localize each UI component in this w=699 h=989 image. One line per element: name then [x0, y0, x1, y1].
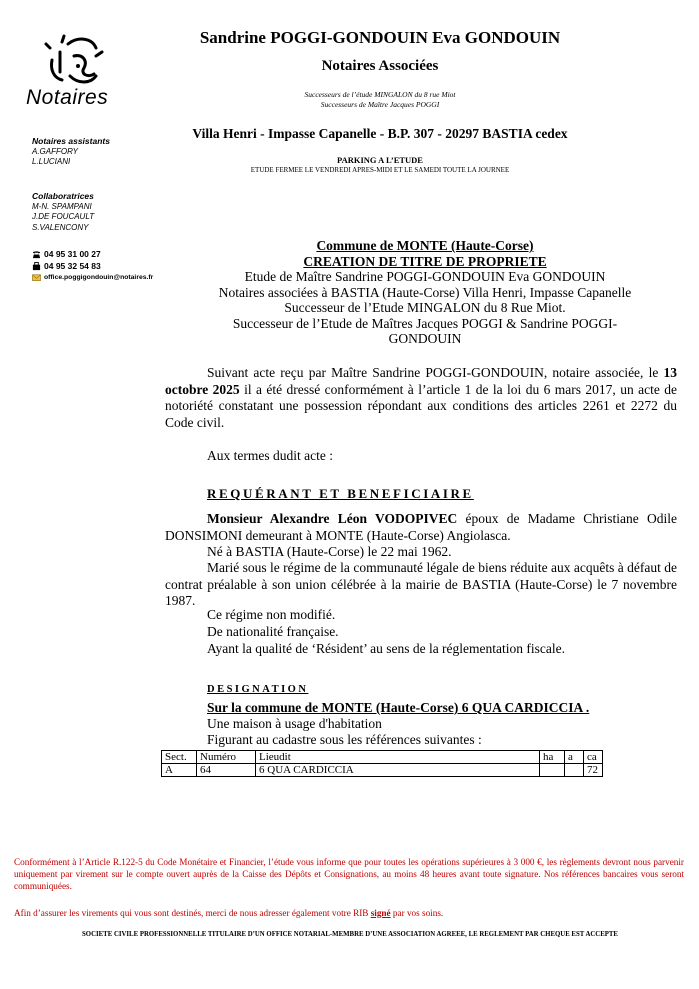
collaborator-name: J.DE FOUCAULT	[32, 212, 95, 221]
successors-line-2: Successeurs de Maître Jacques POGGI	[320, 100, 440, 109]
logo-text: Notaires	[26, 86, 109, 109]
assistant-name: L.LUCIANI	[32, 157, 71, 166]
society-footer: SOCIETE CIVILE PROFESSIONNELLE TITULAIRE D’UN OFFICE NOTARIAL-MEMBRE D’UNE ASSOCIATION AGREEE, LE REGLEMENT PAR CHEQUE EST ACCEPTE	[82, 931, 618, 938]
table-row	[162, 764, 603, 777]
collaborator-name: S.VALENCONY	[32, 222, 89, 232]
birth-line: Né à BASTIA (Haute-Corse) le 22 mai 1962.	[207, 544, 452, 559]
resident-line: Ayant la qualité de ‘Résident’ au sens de la réglementation fiscale.	[207, 641, 566, 656]
etude-line: Successeur de l’Etude MINGALON du 8 Rue Miot.	[284, 300, 566, 315]
table-cell: 72	[584, 764, 603, 777]
title-block	[165, 238, 685, 347]
intro-text: il a été dressé conformément à l’article 1 de la loi du 6 mars 2017, un acte de notoriété constatant une possession répondant aux conditions des articles 2261 et 2272 du Code civil.	[165, 381, 677, 430]
payment-notice: Conformément à l’Article R.122-5 du Code Monétaire et Financier, l’étude vous informe que pour toutes les opérations supérieures à 3 000 €, les règlements devront nous parvenir uniquement par virement sur le compte ouvert auprès de la Caisse des Dépôts et Consignations, au moins 48 heures avant toute signature. Nos références bancaires vous seront communiquées.	[14, 857, 684, 891]
terms-line: Aux termes dudit acte :	[207, 448, 333, 463]
act-date: 13 octobre 2025	[165, 365, 677, 397]
assistants-title: Notaires assistants	[32, 136, 110, 146]
rib-notice	[14, 907, 684, 919]
column-header: a	[565, 751, 584, 764]
intro-paragraph	[165, 365, 677, 431]
commune-title: Commune de MONTE (Haute-Corse)	[316, 238, 534, 253]
phone-number: 04 95 31 00 27	[44, 249, 101, 259]
fax-icon	[32, 262, 41, 271]
designation-house: Une maison à usage d'habitation	[207, 716, 382, 731]
nationality-line: De nationalité française.	[207, 624, 339, 639]
table-cell	[540, 764, 565, 777]
etude-line: GONDOUIN	[388, 331, 462, 346]
rib-notice-text: par vos soins.	[390, 908, 444, 918]
requerant-identity	[165, 511, 677, 544]
intro-text: Suivant acte reçu par Maître Sandrine POGGI-GONDOUIN, notaire associée, le	[207, 365, 664, 380]
document-title: CREATION DE TITRE DE PROPRIETE	[303, 253, 547, 269]
column-header: Numéro	[197, 751, 256, 764]
column-header: ca	[584, 751, 603, 764]
column-header: Sect.	[162, 751, 197, 764]
phone-row	[32, 249, 101, 259]
collaborators-title: Collaboratrices	[32, 191, 94, 201]
fax-number: 04 95 32 54 83	[44, 261, 101, 271]
rib-signed: signé	[370, 908, 391, 918]
email-address[interactable]: office.poggigondouin@notaires.fr	[44, 274, 154, 281]
requerant-name: Monsieur Alexandre Léon VODOPIVEC	[207, 511, 458, 526]
requerant-heading-text: REQUÉRANT ET BENEFICIAIRE	[207, 486, 474, 501]
table-cell	[565, 764, 584, 777]
fax-row	[32, 261, 101, 271]
cadastre-table	[161, 750, 603, 777]
office-address: Villa Henri - Impasse Capanelle - B.P. 307 - 20297 BASTIA cedex	[192, 126, 568, 141]
designation-heading-text: DESIGNATION	[207, 684, 309, 695]
notary-names: Sandrine POGGI-GONDOUIN Eva GONDOUIN	[199, 28, 561, 47]
email-row	[32, 273, 153, 282]
designation-heading	[207, 680, 607, 699]
designation-commune: Sur la commune de MONTE (Haute-Corse) 6 QUA CARDICCIA .	[207, 700, 590, 715]
etude-line: Etude de Maître Sandrine POGGI-GONDOUIN Eva GONDOUIN	[244, 269, 606, 284]
phone-icon	[32, 250, 41, 259]
requerant-details: époux de Madame Christiane Odile DONSIMONI demeurant à MONTE (Haute-Corse) Angiolasca.	[165, 511, 678, 543]
column-header: ha	[540, 751, 565, 764]
closing-hours: ETUDE FERMEE LE VENDREDI APRES-MIDI ET LE SAMEDI TOUTE LA JOURNEE	[250, 166, 510, 174]
etude-line: Notaires associées à BASTIA (Haute-Corse) Villa Henri, Impasse Capanelle	[218, 284, 632, 300]
table-cell: A	[162, 764, 197, 777]
successors-line-1: Successeurs de l’étude MINGALON du 8 rue Miot	[304, 90, 456, 99]
etude-line: Successeur de l’Etude de Maîtres Jacques POGGI & Sandrine POGGI-	[232, 315, 618, 331]
notary-subtitle: Notaires Associées	[321, 58, 439, 74]
designation-cadastre: Figurant au cadastre sous les références suivantes :	[207, 732, 482, 747]
parking-note: PARKING A L’ETUDE	[337, 155, 423, 165]
collaborators-block	[32, 191, 94, 233]
table-cell: 64	[197, 764, 256, 777]
requerant-heading	[207, 486, 677, 503]
table-header-row	[162, 751, 603, 764]
marriage-paragraph: Marié sous le régime de la communauté légale de biens réduite aux acquêts à défaut de contrat préalable à son union célébrée à la mairie de BASTIA (Haute-Corse) le 7 novembre 1987.	[165, 560, 677, 608]
envelope-icon	[32, 273, 41, 282]
assistant-name: A.GAFFORY	[32, 146, 78, 156]
column-header: Lieudit	[256, 751, 540, 764]
rib-notice-text: Afin d’assurer les virements qui vous sont destinés, merci de nous adresser également votre RIB	[14, 908, 371, 918]
assistants-block	[32, 136, 110, 168]
regime-line: Ce régime non modifié.	[207, 607, 336, 622]
collaborator-name: M-N. SPAMPANI	[32, 201, 92, 211]
table-cell: 6 QUA CARDICCIA	[256, 764, 540, 777]
